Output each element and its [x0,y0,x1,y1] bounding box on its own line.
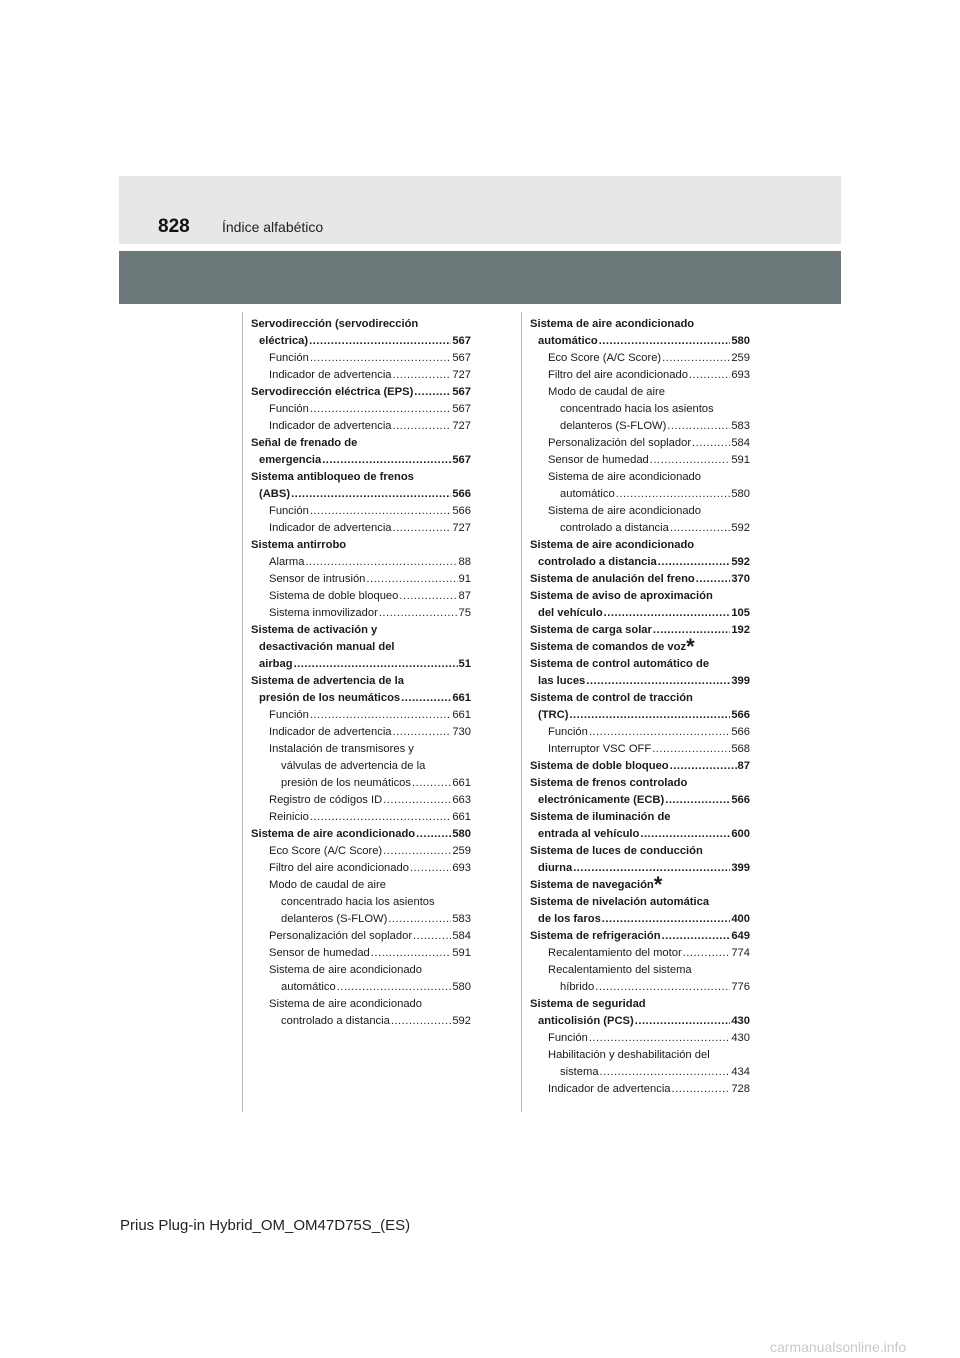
index-entry: Sistema de anulación del freno ..... 370 [530,571,750,588]
index-subentry: controlado a distancia ..... 592 [530,520,750,537]
index-subentry: Función ..... 566 [251,503,471,520]
section-band [119,251,841,304]
index-subentry: sistema ..... 434 [530,1064,750,1081]
index-entry: Sistema de activación y [251,624,378,636]
watermark: carmanualsonline.info [770,1339,907,1355]
index-subentry: delanteros (S-FLOW) ..... 583 [530,418,750,435]
column-divider-middle [521,312,522,1112]
index-entry: desactivación manual del [259,641,395,653]
index-entry: Sistema de iluminación de [530,811,671,823]
index-column-right [530,316,750,1098]
index-subentry: Indicador de advertencia ..... 727 [251,520,471,537]
index-subentry: Sistema inmovilizador ..... 75 [251,605,471,622]
index-entry: Sistema de advertencia de la [251,675,404,687]
index-subentry: Eco Score (A/C Score) ..... 259 [251,843,471,860]
index-column-left [251,316,471,1030]
index-entry: Sistema de aire acondicionado [530,318,695,330]
footnote-star: * [653,872,663,897]
index-subentry: Personalización del soplador ..... 584 [251,928,471,945]
index-entry: electrónicamente (ECB) ..... 566 [530,792,750,809]
index-subentry: Registro de códigos ID ..... 663 [251,792,471,809]
index-entry: Sistema antirrobo [251,539,347,551]
index-subentry: Función ..... 430 [530,1030,750,1047]
index-subentry: híbrido ..... 776 [530,979,750,996]
index-entry: Sistema de frenos controlado [530,777,688,789]
index-subentry: Sistema de aire acondicionado [548,505,701,517]
index-entry: anticolisión (PCS) ..... 430 [530,1013,750,1030]
index-subentry: concentrado hacia los asientos [281,896,435,908]
index-subentry: Sistema de aire acondicionado [269,998,422,1010]
index-entry: Sistema de doble bloqueo ..... 87 [530,758,750,775]
index-subentry: automático ..... 580 [251,979,471,996]
index-subentry: Función ..... 567 [251,350,471,367]
index-entry: (TRC) ..... 566 [530,707,750,724]
index-entry: las luces ..... 399 [530,673,750,690]
index-entry: Sistema de comandos de voz* [530,634,695,659]
index-subentry: Alarma ..... 88 [251,554,471,571]
index-subentry: Indicador de advertencia ..... 730 [251,724,471,741]
section-title: Índice alfabético [222,219,324,235]
index-entry: automático ..... 580 [530,333,750,350]
index-subentry: Recalentamiento del sistema [548,964,692,976]
index-subentry: presión de los neumáticos ..... 661 [251,775,471,792]
index-entry: airbag ..... 51 [251,656,471,673]
index-entry: Sistema de aire acondicionado [530,539,695,551]
index-entry: Sistema antibloqueo de frenos [251,471,414,483]
index-entry: Sistema de luces de conducción [530,845,703,857]
index-entry: (ABS) ..... 566 [251,486,471,503]
index-subentry: Modo de caudal de aire [269,879,386,891]
index-entry: Sistema de control de tracción [530,692,693,704]
document-footer: Prius Plug-in Hybrid_OM_OM47D75S_(ES) [120,1217,411,1234]
index-subentry: Personalización del soplador ..... 584 [530,435,750,452]
index-entry: de los faros ..... 400 [530,911,750,928]
index-subentry: Función ..... 567 [251,401,471,418]
index-subentry: Indicador de advertencia ..... 727 [251,367,471,384]
index-entry: Sistema de carga solar ..... 192 [530,622,750,639]
index-subentry: Interruptor VSC OFF ..... 568 [530,741,750,758]
index-subentry: Sistema de aire acondicionado [269,964,422,976]
index-subentry: Modo de caudal de aire [548,386,665,398]
index-entry: emergencia ..... 567 [251,452,471,469]
index-entry: eléctrica) ..... 567 [251,333,471,350]
index-entry: Sistema de nivelación automática [530,896,710,908]
index-subentry: Instalación de transmisores y [269,743,414,755]
index-subentry: Función ..... 661 [251,707,471,724]
index-subentry: Función ..... 566 [530,724,750,741]
index-entry: Sistema de refrigeración ..... 649 [530,928,750,945]
index-subentry: Sistema de aire acondicionado [548,471,701,483]
index-subentry: Filtro del aire acondicionado ..... 693 [251,860,471,877]
index-entry: del vehículo ..... 105 [530,605,750,622]
index-entry: diurna ..... 399 [530,860,750,877]
index-entry: Sistema de aire acondicionado ..... 580 [251,826,471,843]
index-subentry: Recalentamiento del motor ..... 774 [530,945,750,962]
column-divider-left [242,312,243,1112]
index-subentry: delanteros (S-FLOW) ..... 583 [251,911,471,928]
index-subentry: concentrado hacia los asientos [560,403,714,415]
index-entry: presión de los neumáticos ..... 661 [251,690,471,707]
index-subentry: Reinicio ..... 661 [251,809,471,826]
index-subentry: válvulas de advertencia de la [281,760,426,772]
index-subentry: Eco Score (A/C Score) ..... 259 [530,350,750,367]
index-entry: Servodirección eléctrica (EPS) ..... 567 [251,384,471,401]
index-subentry: Sensor de humedad ..... 591 [530,452,750,469]
footnote-star: * [686,634,695,659]
index-subentry: Indicador de advertencia ..... 728 [530,1081,750,1098]
index-entry: Sistema de control automático de [530,658,710,670]
index-entry: Sistema de seguridad [530,998,646,1010]
index-entry: Señal de frenado de [251,437,358,449]
index-subentry: Filtro del aire acondicionado ..... 693 [530,367,750,384]
index-entry: controlado a distancia ..... 592 [530,554,750,571]
index-entry: Servodirección (servodirección [251,318,419,330]
page-number: 828 [158,216,190,237]
index-subentry: automático ..... 580 [530,486,750,503]
index-subentry: Sistema de doble bloqueo ..... 87 [251,588,471,605]
index-subentry: Habilitación y deshabilitación del [548,1049,710,1061]
index-entry: entrada al vehículo ..... 600 [530,826,750,843]
index-subentry: Sensor de humedad ..... 591 [251,945,471,962]
index-entry: Sistema de navegación* [530,872,663,897]
index-subentry: controlado a distancia ..... 592 [251,1013,471,1030]
index-subentry: Sensor de intrusión ..... 91 [251,571,471,588]
index-entry: Sistema de aviso de aproximación [530,590,713,602]
index-subentry: Indicador de advertencia ..... 727 [251,418,471,435]
